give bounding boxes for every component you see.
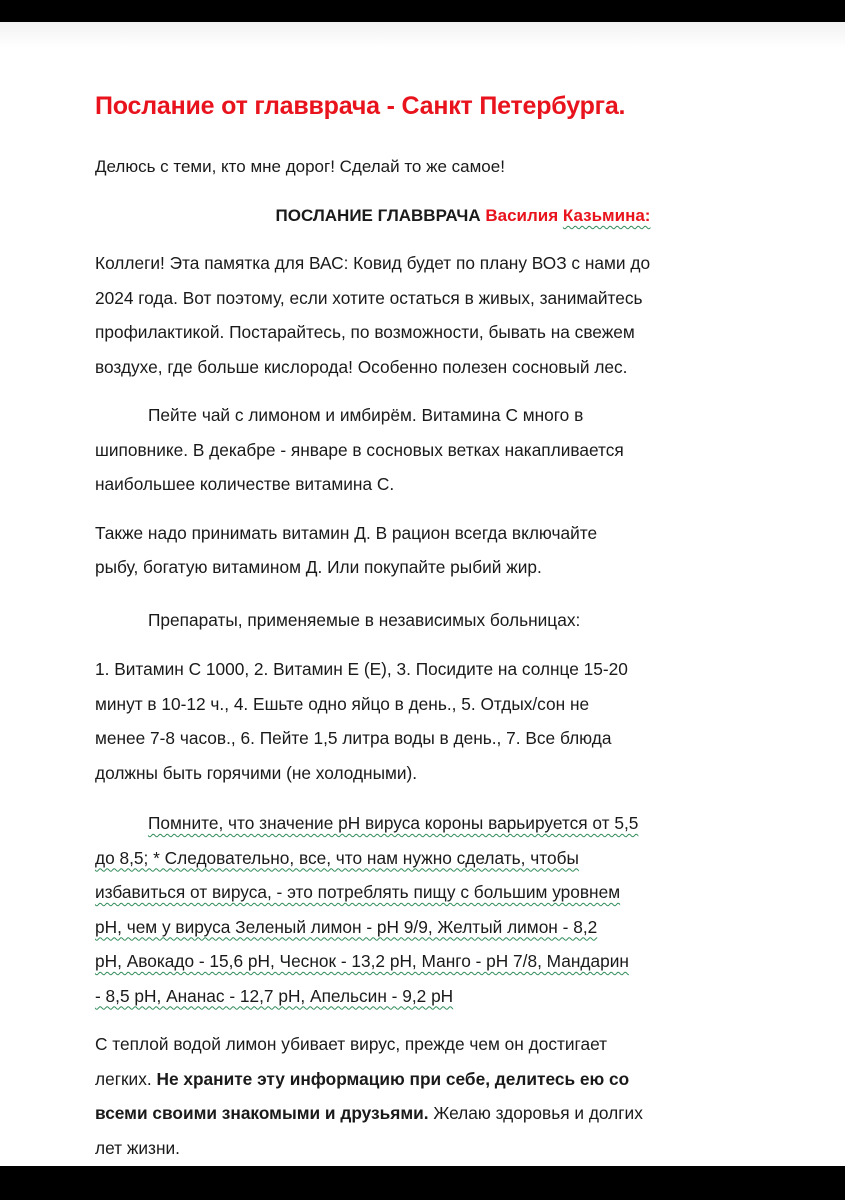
closing-bold-text: Не храните эту информацию при себе, делитесь ею со [156,1068,630,1089]
paragraph-line: шиповнике. В декабре - январе в сосновых ветках накапливается [95,439,624,460]
paragraph-line: должны быть горячими (не холодными). [95,762,418,783]
paragraph-line: рН, Авокадо - 15,6 рН, Чеснок - 13,2 рН, Манго - рН 7/8, Мандарин [95,951,629,971]
closing-bold-text: всеми своими знакомыми и друзьями. [95,1103,429,1123]
paragraph-line: - 8,5 рН, Ананас - 12,7 рН, Апельсин - 9,2 рН [95,985,454,1006]
paragraph-line: С теплой водой лимон убивает вирус, прежде чем он достигает [95,1034,608,1054]
closing-normal-text: Желаю здоровья и долгих [428,1103,643,1123]
paragraph-line: рыбу, богатую витамином Д. Или покупайте рыбий жир. [95,557,542,577]
paragraph-line: лет жизни. [95,1137,180,1158]
paragraph-closing [95,1027,795,1165]
document-title: Послание от главврача - Санкт Петербурга. [95,92,626,120]
paragraph-vitamin-c [95,398,795,502]
paragraph-line: избавиться от вируса, - это потреблять пищу с большим уровнем [95,882,621,902]
paragraph-line: профилактикой. Постарайтесь, по возможности, бывать на свежем [95,322,635,342]
message-heading [95,203,795,229]
paragraph-vitamin-d [95,516,795,585]
top-black-bar [0,0,845,22]
paragraph-line: Препараты, применяемые в независимых больницах: [148,609,581,630]
paragraph-colleagues [95,246,795,384]
paragraph-line: 1. Витамин С 1000, 2. Витамин Е (Е), 3. Посидите на солнце 15-20 [95,659,628,679]
paragraph-line: минут в 10-12 ч., 4. Ешьте одно яйцо в день., 5. Отдых/сон не [95,693,590,714]
document-page [95,84,795,1165]
heading-prefix: ПОСЛАНИЕ ГЛАВВРАЧА [275,206,486,225]
paragraph-line: рН, чем у вируса Зеленый лимон - рН 9/9, Желтый лимон - 8,2 [95,916,598,937]
paragraph-line: менее 7-8 часов., 6. Пейте 1,5 литра воды в день., 7. Все блюда [95,728,612,748]
bottom-black-bar [0,1166,845,1200]
top-shade [0,22,845,48]
paragraph-line: Пейте чай с лимоном и имбирём. Витамина С много в [148,405,584,425]
paragraph-line: до 8,5; * Следовательно, все, что нам нужно сделать, чтобы [95,847,579,868]
intro-line: Делюсь с теми, кто мне дорог! Сделай то же самое! [95,157,505,176]
paragraph-line: Также надо принимать витамин Д. В рацион всегда включайте [95,522,598,543]
paragraph-drugs-heading [95,603,795,638]
paragraph-line: Коллеги! Эта памятка для ВАС: Ковид будет по плану ВОЗ с нами до [95,253,651,273]
paragraph-line: 2024 года. Вот поэтому, если хотите остаться в живых, занимайтесь [95,287,643,308]
paragraph-line: Помните, что значение рН вируса короны варьируется от 5,5 [148,813,639,833]
paragraph-drug-list [95,652,795,790]
paragraph-ph-values [95,806,795,1013]
heading-name-last: Казьмина: [562,206,651,225]
heading-name-first: Василия [485,206,563,225]
paragraph-line: наибольшее количестве витамина С. [95,474,395,494]
paragraph-line: воздухе, где больше кислорода! Особенно полезен сосновый лес. [95,356,628,377]
closing-normal-text: легких. [95,1068,157,1089]
